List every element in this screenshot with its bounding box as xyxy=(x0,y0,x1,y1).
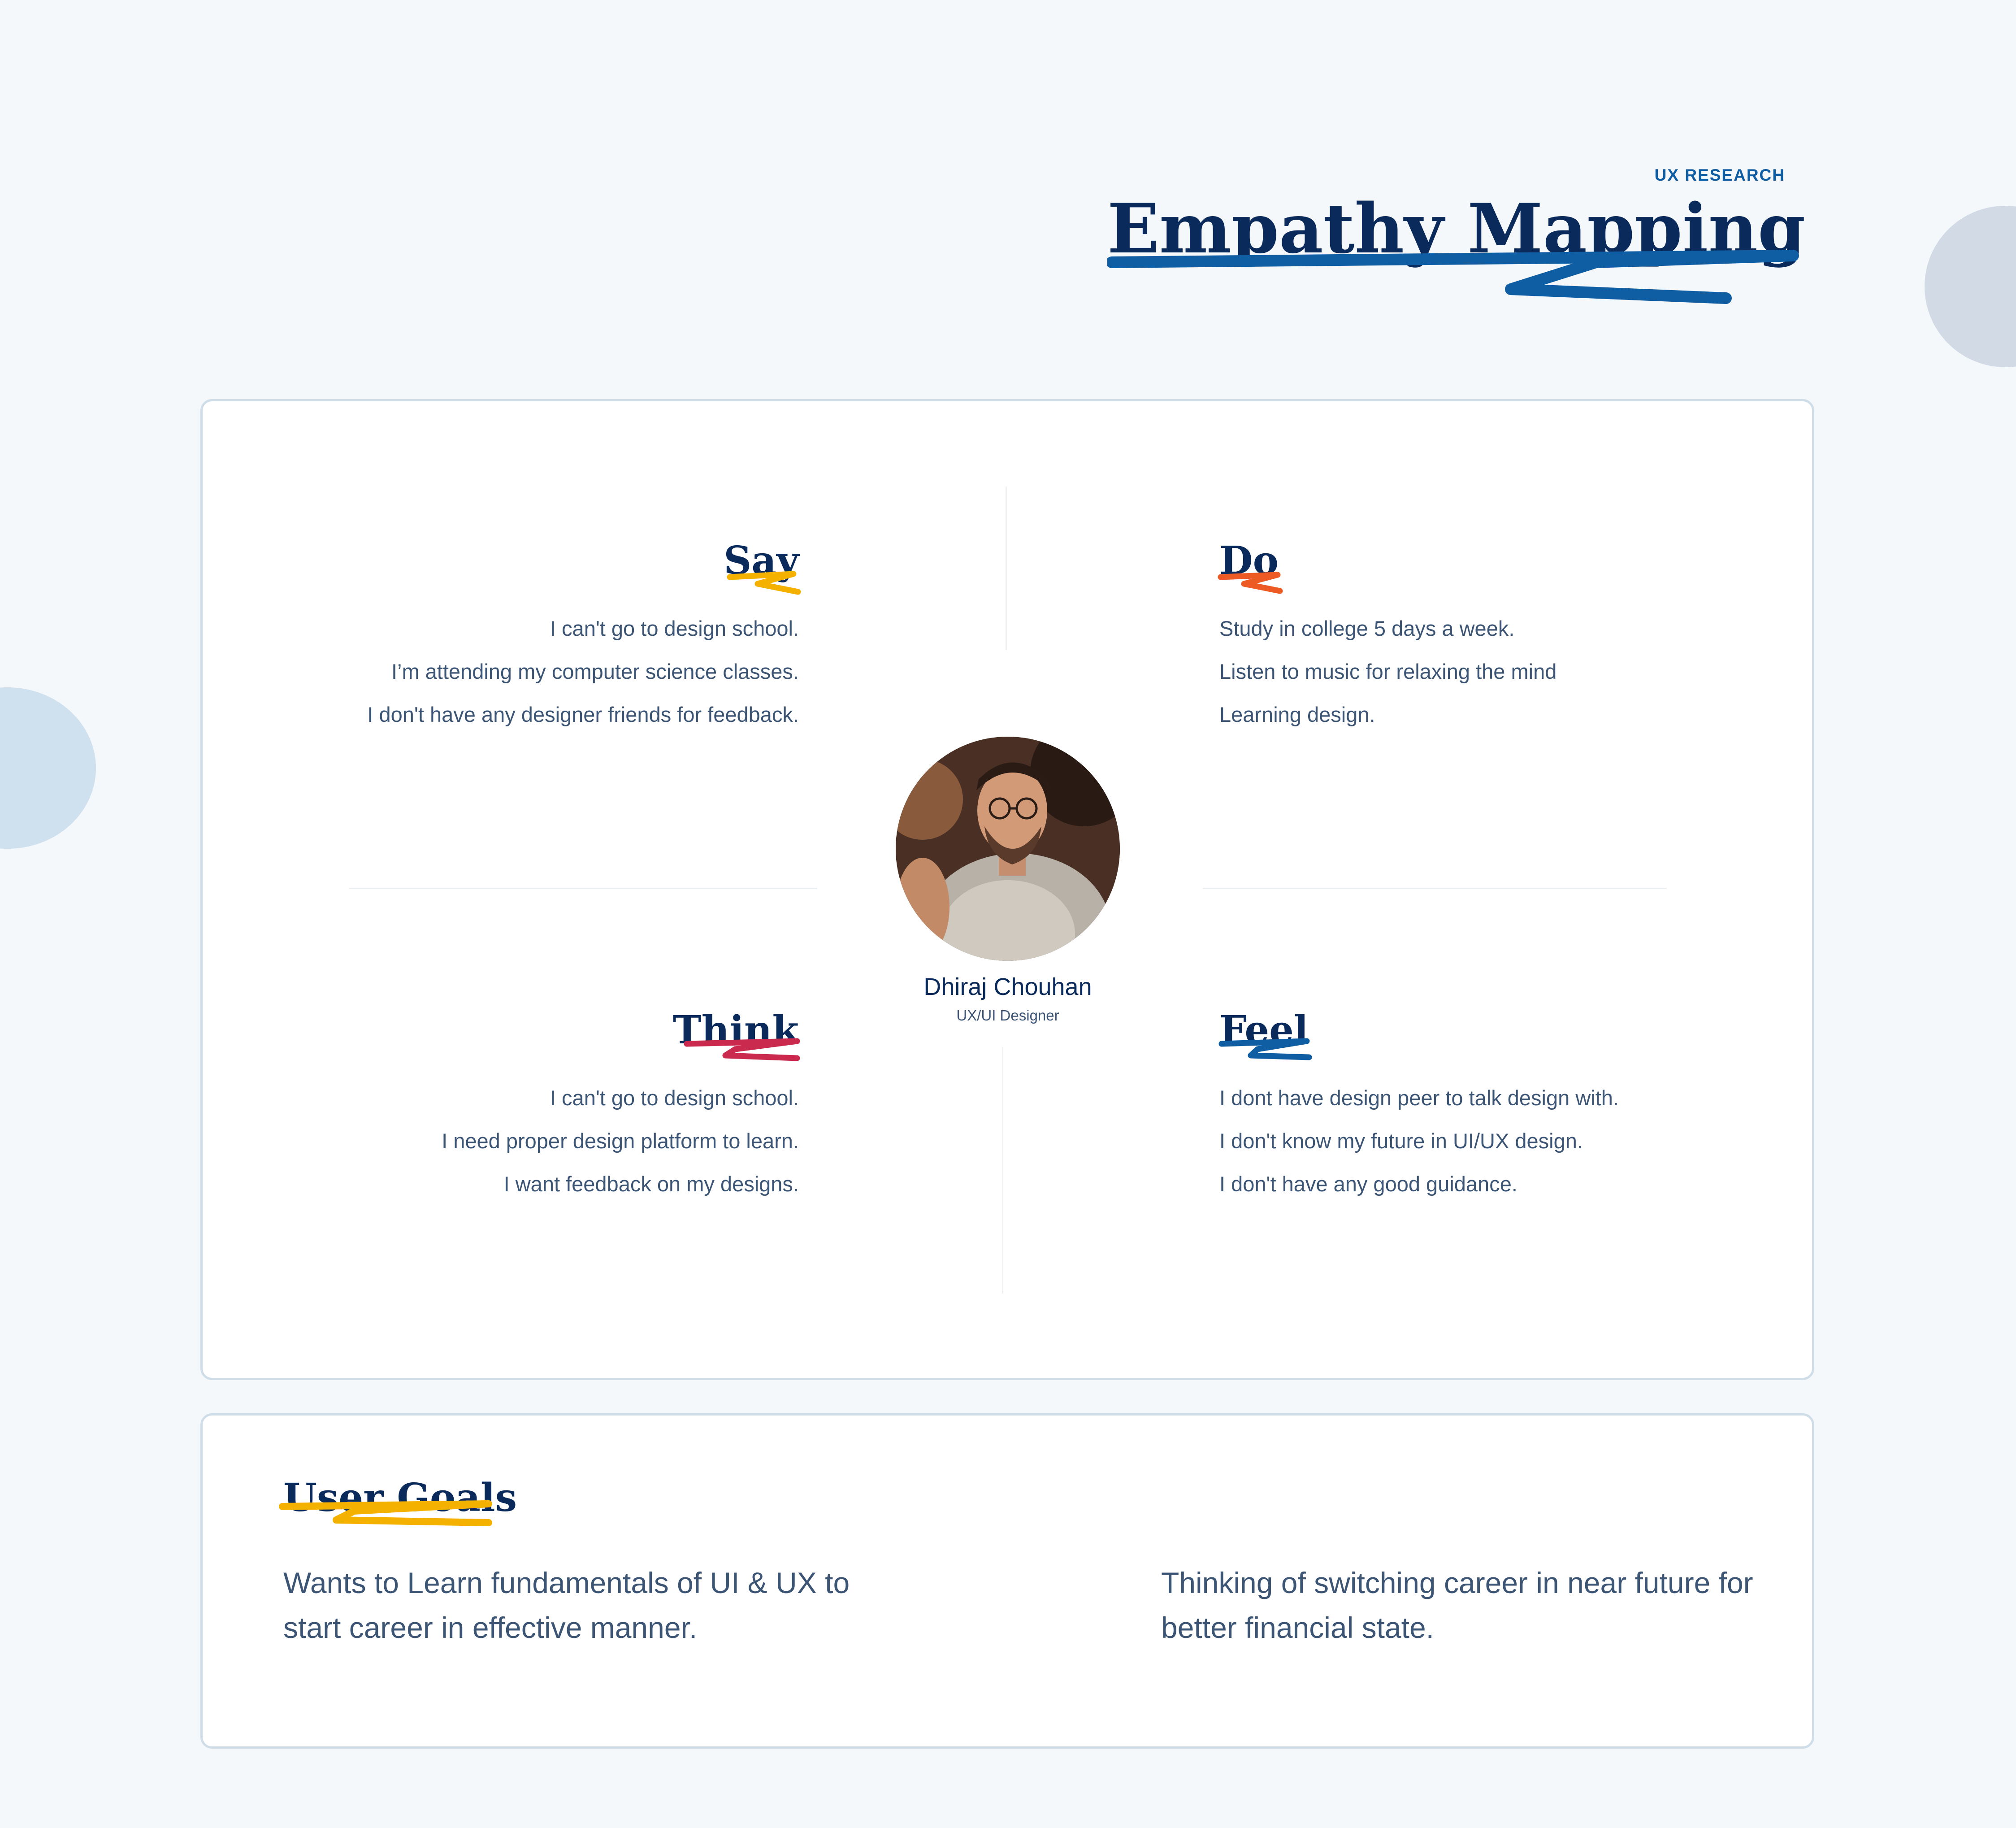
feel-line: I dont have design peer to talk design with. xyxy=(1219,1086,1619,1110)
user-goal-item: Thinking of switching career in near future for better financial state. xyxy=(1161,1566,1753,1644)
persona-avatar xyxy=(896,737,1120,961)
title-underline-scribble xyxy=(1107,242,1807,309)
person-photo-icon xyxy=(896,737,1120,961)
quadrant-say xyxy=(251,538,799,736)
quadrant-title-feel: Feel xyxy=(1219,1007,1309,1053)
decorative-circle-left xyxy=(0,687,96,849)
persona-name: Dhiraj Chouhan xyxy=(923,973,1092,1000)
quadrant-lines-think xyxy=(251,1077,799,1206)
user-goals-title: User Goals xyxy=(283,1475,517,1520)
section-kicker: UX RESEARCH xyxy=(1654,166,1785,184)
decorative-circle-right xyxy=(1925,206,2016,367)
say-line: I don't have any designer friends for feedback. xyxy=(367,703,799,726)
think-line: I need proper design platform to learn. xyxy=(442,1129,799,1153)
do-line: Listen to music for relaxing the mind xyxy=(1219,660,1557,683)
divider-right-horizontal xyxy=(1203,888,1667,889)
persona-role: UX/UI Designer xyxy=(956,1007,1059,1024)
think-scribble xyxy=(681,1031,802,1067)
do-line: Study in college 5 days a week. xyxy=(1219,617,1515,640)
divider-left-horizontal xyxy=(349,888,817,889)
do-scribble xyxy=(1217,566,1284,602)
do-line: Learning design. xyxy=(1219,703,1375,726)
divider-top-vertical xyxy=(1006,486,1007,650)
feel-line: I don't have any good guidance. xyxy=(1219,1172,1517,1196)
quadrant-do xyxy=(1219,538,1757,736)
quadrant-title-say: Say xyxy=(724,538,799,583)
user-goals-scribble xyxy=(278,1493,493,1533)
say-scribble xyxy=(726,566,802,602)
say-line: I can't go to design school. xyxy=(550,617,799,640)
think-line: I want feedback on my designs. xyxy=(503,1172,799,1196)
quadrant-title-do: Do xyxy=(1219,538,1279,583)
quadrant-lines-say xyxy=(251,607,799,736)
feel-scribble xyxy=(1217,1031,1316,1067)
feel-line: I don't know my future in UI/UX design. xyxy=(1219,1129,1583,1153)
quadrant-title-think: Think xyxy=(672,1007,799,1053)
page-title: Empathy Mapping xyxy=(1107,188,1806,269)
quadrant-lines-feel xyxy=(1219,1077,1775,1206)
say-line: I’m attending my computer science classes. xyxy=(391,660,799,683)
quadrant-lines-do xyxy=(1219,607,1757,736)
think-line: I can't go to design school. xyxy=(550,1086,799,1110)
user-goal-item: Wants to Learn fundamentals of UI & UX to start career in effective manner. xyxy=(283,1566,850,1644)
divider-bottom-vertical xyxy=(1002,1047,1003,1294)
